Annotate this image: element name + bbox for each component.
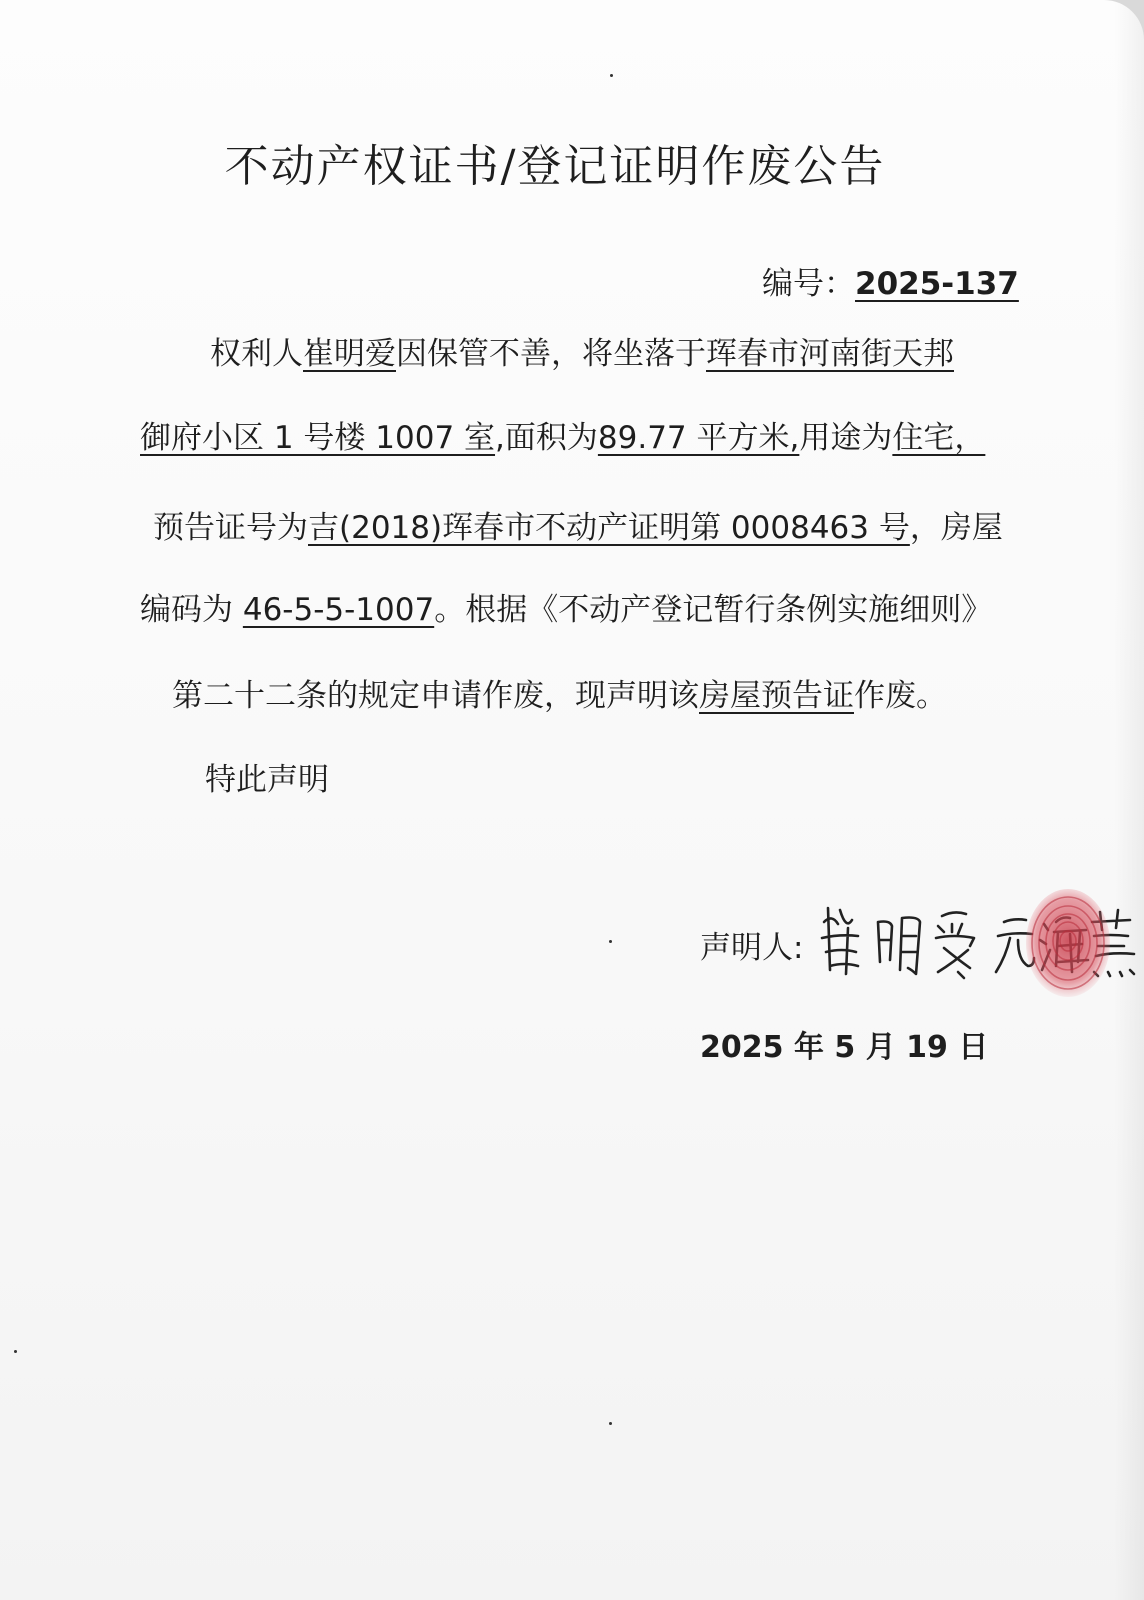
certificate-type: 房屋预告证 xyxy=(699,678,854,714)
body-text: 编码为 xyxy=(140,592,243,628)
page-edge-shadow xyxy=(1114,0,1144,1600)
body-text: 因保管不善，将坐落于 xyxy=(396,336,706,372)
body-line-4 xyxy=(140,584,992,629)
body-line-1 xyxy=(210,328,954,373)
body-line-2 xyxy=(140,412,985,457)
body-text: 第二十二条的规定申请作废，现声明该 xyxy=(172,678,699,714)
body-text: ，房屋 xyxy=(909,510,1003,546)
document-number xyxy=(762,258,1019,303)
certificate-number: 吉(2018)珲春市不动产证明第 0008463 号 xyxy=(308,510,910,546)
body-text: 权利人 xyxy=(210,336,303,372)
property-use: 住宅， xyxy=(892,420,986,456)
body-text: 作废。 xyxy=(854,678,947,714)
document-number-value: 2025-137 xyxy=(855,266,1019,302)
notice-title: 不动产权证书/登记证明作废公告 xyxy=(224,141,886,192)
closing-statement: 特此声明 xyxy=(205,762,329,798)
property-area: 89.77 平方米, xyxy=(597,420,800,456)
property-location-cont: 御府小区 1 号楼 1007 室 xyxy=(140,420,496,456)
rights-holder-name: 崔明爱 xyxy=(303,336,396,372)
paper-speck xyxy=(609,1422,612,1425)
paper-speck xyxy=(609,940,612,943)
house-code: 46-5-5-1007 xyxy=(242,592,435,628)
body-text: 。根据《不动产登记暂行条例实施细则》 xyxy=(434,592,993,628)
body-text: 预告证号为 xyxy=(153,510,308,546)
paper-speck xyxy=(14,1350,17,1353)
body-text: 用途为 xyxy=(799,420,893,456)
paper-speck xyxy=(610,74,613,77)
body-text: ,面积为 xyxy=(495,420,598,456)
body-line-5 xyxy=(172,670,947,715)
property-location: 珲春市河南街天邦 xyxy=(706,336,954,372)
declarant-label: 声明人: xyxy=(700,930,804,966)
declaration-date: 2025 年 5 月 19 日 xyxy=(700,1030,989,1065)
fingerprint-seal xyxy=(1022,885,1114,1003)
body-line-3 xyxy=(153,502,1003,547)
document-number-label: 编号： xyxy=(762,266,855,302)
